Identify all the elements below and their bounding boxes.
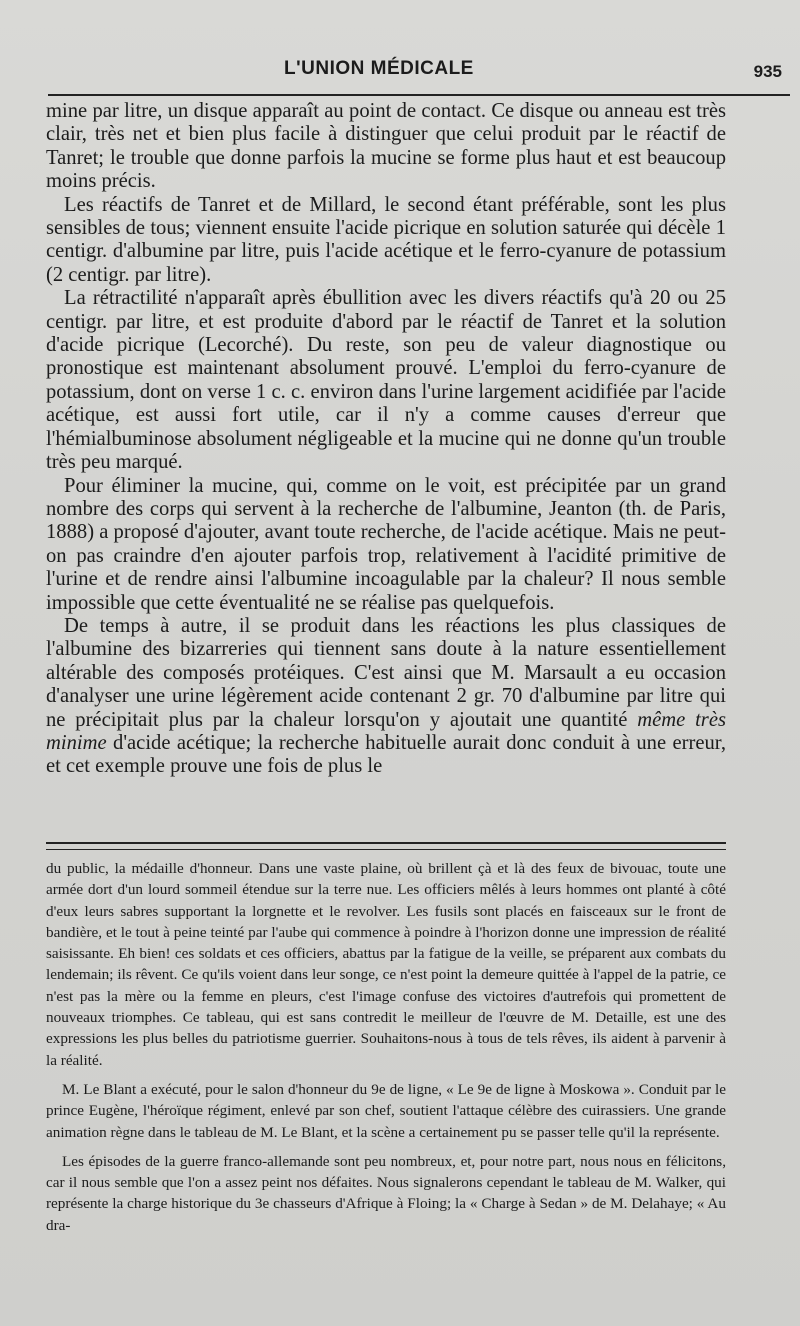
footnote-separator [46, 842, 726, 850]
paragraph-2: Les réactifs de Tanret et de Millard, le second étant préférable, sont les plus sensibles de tous; viennent ensuite l'acide picrique en solution saturée qui décèle 1 centigr. d'albumine par litre, puis l'acide acétique et le ferro-cyanure de potassium (2 centigr. par litre). [46, 193, 726, 286]
paragraph-1: mine par litre, un disque apparaît au point de contact. Ce disque ou anneau est très clair, très net et bien plus facile à distinguer que celui produit par le réactif de Tanret; le trouble que donne parfois la mucine se forme plus haut et est beaucoup moins précis. [46, 100, 726, 193]
paragraph-5-part-a: De temps à autre, il se produit dans les réactions les plus classiques de l'albumine des bizarreries qui tiennent sans doute à la nature essentiellement altérable des composés protéiques. C'est ainsi que M. Marsault a eu occasion d'analyser une urine légèrement acide contenant 2 gr. 70 d'albumine par litre qui ne précipitait plus par la chaleur lorsqu'on y ajoutait une quantité [46, 614, 726, 731]
paragraph-5 [46, 615, 726, 779]
paragraph-3: La rétractilité n'apparaît après ébullition avec les divers réactifs qu'à 20 ou 25 centigr. par litre, et est produite d'abord par le réactif de Tanret et la solution d'acide picrique (Lecorché). Du reste, son peu de valeur diagnostique ou pronostique est maintenant absolument prouvé. L'emploi du ferro-cyanure de potassium, dont on verse 1 c. c. environ dans l'urine largement acidifiée par l'acide acétique, est aussi fort utile, car il n'y a comme causes d'erreur que l'hémialbuminose absolument négligeable et la mucine qui ne donne qu'un trouble très peu marqué. [46, 287, 726, 474]
paragraph-5-emphasis: même très minime [46, 708, 726, 754]
feuilleton-paragraph-2: M. Le Blant a exécuté, pour le salon d'honneur du 9e de ligne, « Le 9e de ligne à Moskowa ». Conduit par le prince Eugène, l'héroïque régiment, enlevé par son chef, soutient l'attaque célèbre des cuirassiers. Une grande animation règne dans le tableau de M. Le Blant, et la scène a certainement pu se passer telle qu'il la représente. [46, 1080, 726, 1141]
paragraph-4: Pour éliminer la mucine, qui, comme on le voit, est précipitée par un grand nombre des corps qui servent à la recherche de l'albumine, Jeanton (th. de Paris, 1888) a proposé d'ajouter, avant toute recherche, de l'acide acétique. Mais ne peut-on pas craindre d'en ajouter parfois trop, relativement à l'acidité primitive de l'urine et de rendre ainsi l'albumine incoagulable par la chaleur? Il nous semble impossible que cette éventualité ne se réalise pas quelquefois. [46, 474, 726, 614]
feuilleton-paragraph-1: du public, la médaille d'honneur. Dans une vaste plaine, où brillent çà et là des feux de bivouac, toute une armée dort d'un lourd sommeil étendue sur la terre nue. Les officiers mêlés à leurs hommes ont planté à côté d'eux leurs sabres supportant la lorgnette et le revolver. Les fusils sont placés en faisceaux sur le front de bandière, et le tout à peine teinté par l'aube qui commence à poindre à l'horizon donne une impression de réalité saisissante. Eh bien! ces soldats et ces officiers, abattus par la fatigue de la veille, se préparent aux combats du lendemain; ils rêvent. Ce qu'ils voient dans leur songe, ce n'est point la demeure quittée à l'appel de la patrie, ce n'est pas la mère ou la femme en pleurs, c'est l'image confuse des victoires d'autrefois qui promettent de nouveaux triomphes. Ce tableau, qui est sans contredit le meilleur de l'œuvre de M. Detaille, est une des expressions les plus belles du patriotisme guerrier. Souhaitons-nous à tous de tels rêves, ils aident à parvenir à la réalité. [46, 860, 726, 1069]
running-title: L'UNION MÉDICALE [284, 58, 474, 79]
page-number: 935 [753, 62, 782, 81]
page-header [48, 56, 786, 92]
paragraph-5-part-b: d'acide acétique; la recherche habituelle aurait donc conduit à une erreur, et cet exemple prouve une fois de plus le [46, 731, 726, 778]
main-text [46, 100, 726, 779]
header-rule [48, 94, 790, 96]
feuilleton-paragraph-3: Les épisodes de la guerre franco-allemande sont peu nombreux, et, pour notre part, nous nous en félicitons, car il nous semble que l'on a assez peint nos défaites. Nous signalerons cependant le tableau de M. Walker, qui représente la charge historique du 3e chasseurs d'Afrique à Floing; la « Charge à Sedan » de M. Delahaye; « Au dra- [46, 1152, 726, 1234]
feuilleton-text [46, 858, 726, 1236]
